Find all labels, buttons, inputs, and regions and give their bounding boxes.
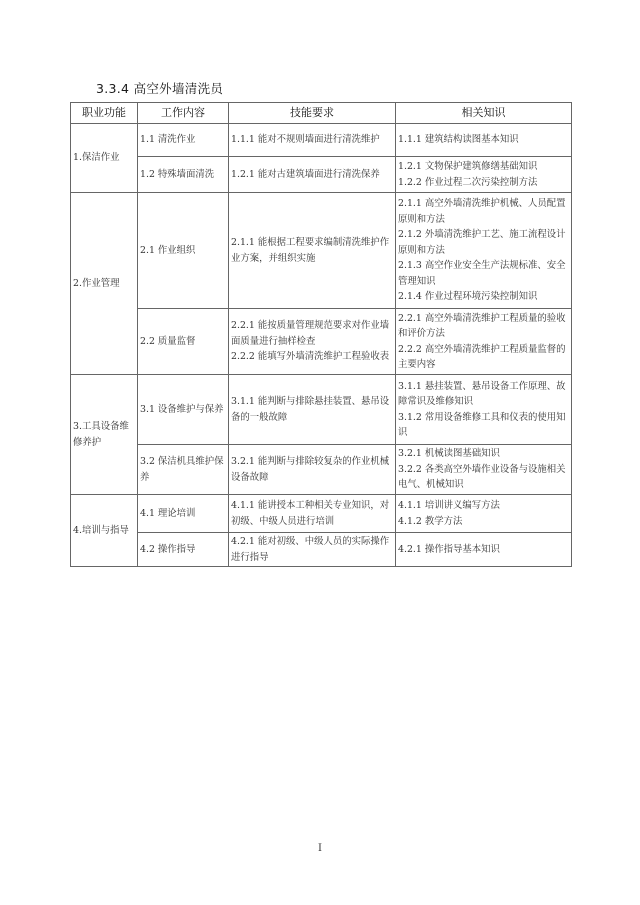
knowledge-text: 4.1.1 培训讲义编写方法: [398, 500, 500, 511]
skill-text: 3.2.1 能判断与排除较复杂的作业机械设备故障: [231, 456, 390, 483]
table-header-row: [71, 103, 572, 124]
skill-cell: [229, 157, 396, 193]
work-content-cell: 3.2 保洁机具维护保养: [138, 445, 229, 495]
table-row: [71, 193, 572, 309]
knowledge-cell: [396, 445, 572, 495]
knowledge-cell: [396, 309, 572, 375]
skill-text: 1.2.1 能对古建筑墙面进行清洗保养: [231, 168, 380, 180]
knowledge-cell: [396, 157, 572, 193]
function-cell: 2.作业管理: [71, 193, 138, 375]
knowledge-text: 3.2.1 机械读图基础知识: [398, 448, 500, 460]
work-content-cell: 2.2 质量监督: [138, 309, 229, 375]
skill-text: 2.2.2 能填写外墙清洗维护工程验收表: [231, 351, 390, 363]
section-title: 3.3.4 高空外墙清洗员: [96, 81, 224, 96]
skill-cell: [229, 124, 396, 157]
knowledge-text: 3.2.2 各类高空外墙作业设备与设施相关电气、机械知识: [398, 463, 566, 491]
skill-cell: [229, 445, 396, 495]
work-content-cell: 3.1 设备维护与保养: [138, 375, 229, 445]
knowledge-cell: [396, 124, 572, 157]
knowledge-text: 2.1.3 高空作业安全生产法规标准、安全管理知识: [398, 260, 566, 287]
work-content-cell: 4.1 理论培训: [138, 495, 229, 533]
knowledge-text: 4.1.2 教学方法: [398, 515, 463, 527]
work-content-cell: 1.2 特殊墙面清洗: [138, 157, 229, 193]
knowledge-text: 2.1.1 高空外墙清洗维护机械、人员配置原则和方法: [398, 198, 566, 225]
table-row: [71, 445, 572, 495]
table-body: [71, 124, 572, 567]
header-skill-requirements: 技能要求: [229, 103, 396, 124]
knowledge-text: 2.2.1 高空外墙清洗维护工程质量的验收和评价方法: [398, 312, 566, 339]
table-row: [71, 309, 572, 375]
skill-cell: [229, 309, 396, 375]
page-number: I: [318, 843, 322, 854]
knowledge-cell: [396, 193, 572, 309]
skill-cell: [229, 375, 396, 445]
table-row: [71, 124, 572, 157]
knowledge-text: 2.1.4 作业过程环境污染控制知识: [398, 291, 538, 303]
skill-text: 2.1.1 能根据工程要求编制清洗维护作业方案，并组织实施: [231, 237, 390, 264]
skill-text: 2.2.1 能按质量管理规范要求对作业墙面质量进行抽样检查: [231, 320, 390, 347]
skill-text: 4.2.1 能对初级、中级人员的实际操作进行指导: [231, 536, 390, 563]
work-content-cell: 4.2 操作指导: [138, 533, 229, 567]
function-cell: 4.培训与指导: [71, 495, 138, 567]
skill-cell: [229, 193, 396, 309]
knowledge-text: 3.1.2 常用设备维修工具和仪表的使用知识: [398, 411, 566, 438]
header-work-content: 工作内容: [138, 103, 229, 124]
work-content-cell: 1.1 清洗作业: [138, 124, 229, 157]
function-cell: 3.工具设备维修养护: [71, 375, 138, 495]
knowledge-cell: [396, 533, 572, 567]
skill-cell: [229, 533, 396, 567]
header-related-knowledge: 相关知识: [396, 103, 572, 124]
skill-text: 3.1.1 能判断与排除悬挂装置、悬吊设备的一般故障: [231, 396, 390, 423]
knowledge-text: 1.2.2 作业过程二次污染控制方法: [398, 176, 538, 188]
function-cell: 1.保洁作业: [71, 124, 138, 193]
knowledge-text: 4.2.1 操作指导基本知识: [398, 543, 500, 555]
table-row: [71, 495, 572, 533]
table-row: [71, 157, 572, 193]
table-row: [71, 375, 572, 445]
knowledge-cell: [396, 495, 572, 533]
knowledge-text: 2.2.2 高空外墙清洗维护工程质量监督的主要内容: [398, 343, 566, 370]
knowledge-text: 2.1.2 外墙清洗维护工艺、施工流程设计原则和方法: [398, 229, 566, 256]
knowledge-text: 1.2.1 文物保护建筑修缮基础知识: [398, 161, 538, 172]
knowledge-text: 1.1.1 建筑结构读图基本知识: [398, 134, 519, 146]
skill-cell: [229, 495, 396, 533]
table-row: [71, 533, 572, 567]
knowledge-text: 3.1.1 悬挂装置、悬吊设备工作原理、故障常识及维修知识: [398, 380, 566, 407]
skill-text: 1.1.1 能对不规则墙面进行清洗维护: [231, 134, 380, 146]
header-function: 职业功能: [71, 103, 138, 124]
knowledge-cell: [396, 375, 572, 445]
skill-text: 4.1.1 能讲授本工种相关专业知识，对初级、中级人员进行培训: [231, 500, 390, 527]
occupation-skills-table: [70, 102, 572, 567]
work-content-cell: 2.1 作业组织: [138, 193, 229, 309]
